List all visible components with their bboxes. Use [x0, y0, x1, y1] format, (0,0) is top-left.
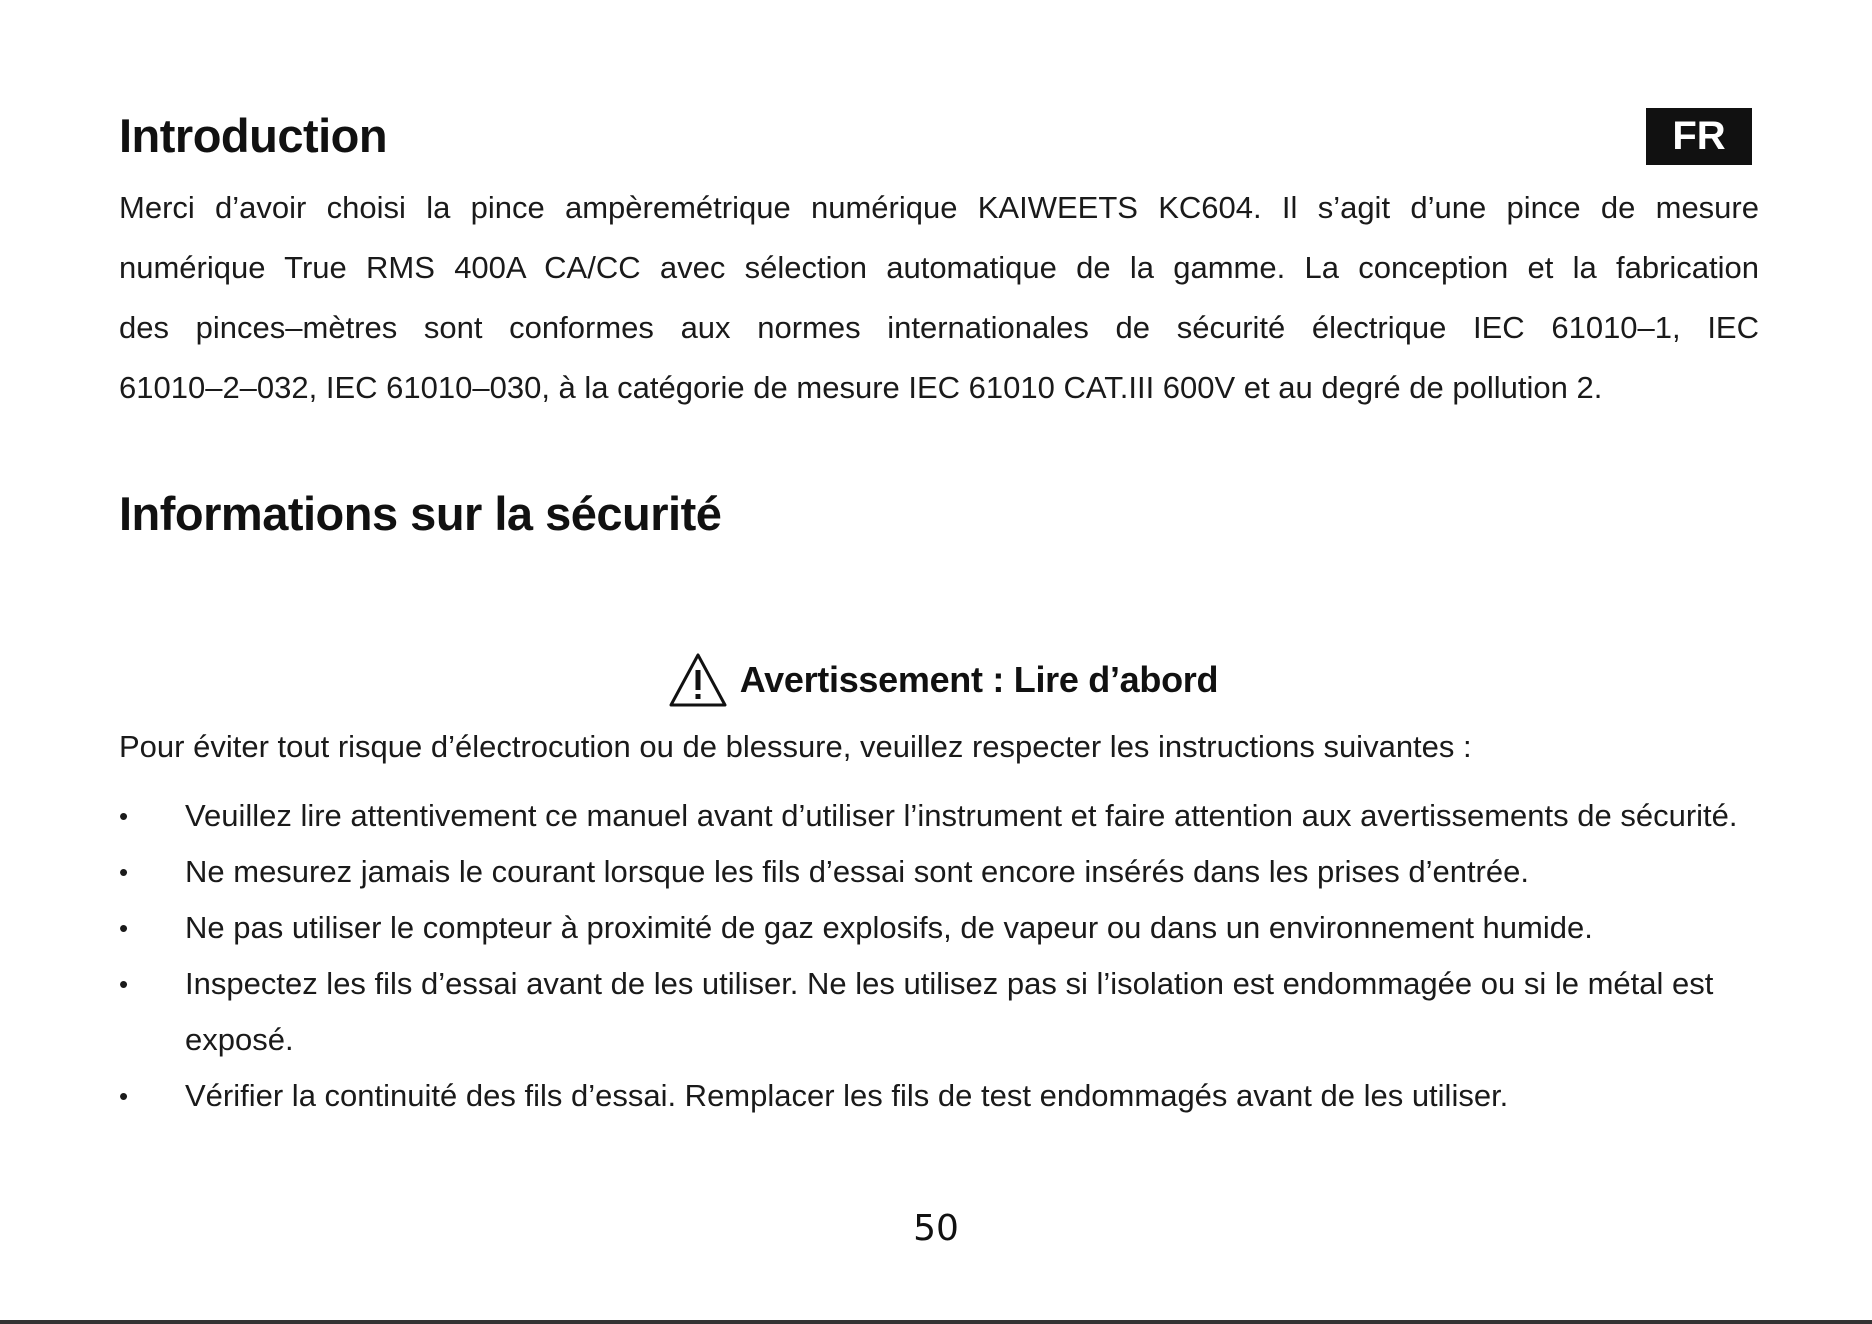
list-item-text: Ne mesurez jamais le courant lorsque les fils d’essai sont encore insérés dans les prises d’entrée. — [185, 854, 1529, 889]
page-number: 50 — [913, 1208, 959, 1249]
warning-title: Avertissement : Lire d’abord — [739, 659, 1219, 700]
bullet-icon: • — [119, 1081, 129, 1111]
list-item-text: Veuillez lire attentivement ce manuel avant d’utiliser l’instrument et faire attention aux avertissements de sécurité. — [185, 798, 1738, 833]
intro-line: Merci d’avoir choisi la pince ampèremétrique numérique KAIWEETS KC604. Il s’agit d’une pince de mesure — [119, 190, 1759, 225]
language-badge: FR — [1646, 108, 1752, 165]
list-item-text: Inspectez les fils d’essai avant de les utiliser. Ne les utilisez pas si l’isolation est endommagée ou si le métal est exposé. — [185, 966, 1714, 1057]
list-item — [119, 788, 1759, 844]
list-item — [119, 844, 1759, 900]
bullet-icon: • — [119, 969, 129, 999]
warning-heading — [0, 652, 1872, 708]
list-item — [119, 900, 1759, 956]
safety-heading: Informations sur la sécurité — [119, 487, 722, 540]
intro-line: numérique True RMS 400A CA/CC avec sélection automatique de la gamme. La conception et la fabrication — [119, 250, 1759, 285]
list-item-text: Vérifier la continuité des fils d’essai. Remplacer les fils de test endommagés avant de les utiliser. — [185, 1078, 1509, 1113]
warning-triangle-icon — [668, 652, 728, 708]
bullet-icon: • — [119, 913, 129, 943]
bottom-divider — [0, 1320, 1872, 1324]
safety-instructions-list — [119, 788, 1759, 1124]
intro-line: des pinces–mètres sont conformes aux normes internationales de sécurité électrique IEC 61010–1, IEC — [119, 310, 1759, 345]
bullet-icon: • — [119, 857, 129, 887]
intro-line: 61010–2–032, IEC 61010–030, à la catégorie de mesure IEC 61010 CAT.III 600V et au degré de pollution 2. — [119, 370, 1603, 405]
list-item — [119, 1068, 1759, 1124]
list-item — [119, 956, 1759, 1068]
list-item-text: Ne pas utiliser le compteur à proximité de gaz explosifs, de vapeur ou dans un environnement humide. — [185, 910, 1593, 945]
safety-lead-text: Pour éviter tout risque d’électrocution ou de blessure, veuillez respecter les instructions suivantes : — [119, 729, 1472, 764]
bullet-icon: • — [119, 801, 129, 831]
introduction-heading: Introduction — [119, 109, 388, 162]
